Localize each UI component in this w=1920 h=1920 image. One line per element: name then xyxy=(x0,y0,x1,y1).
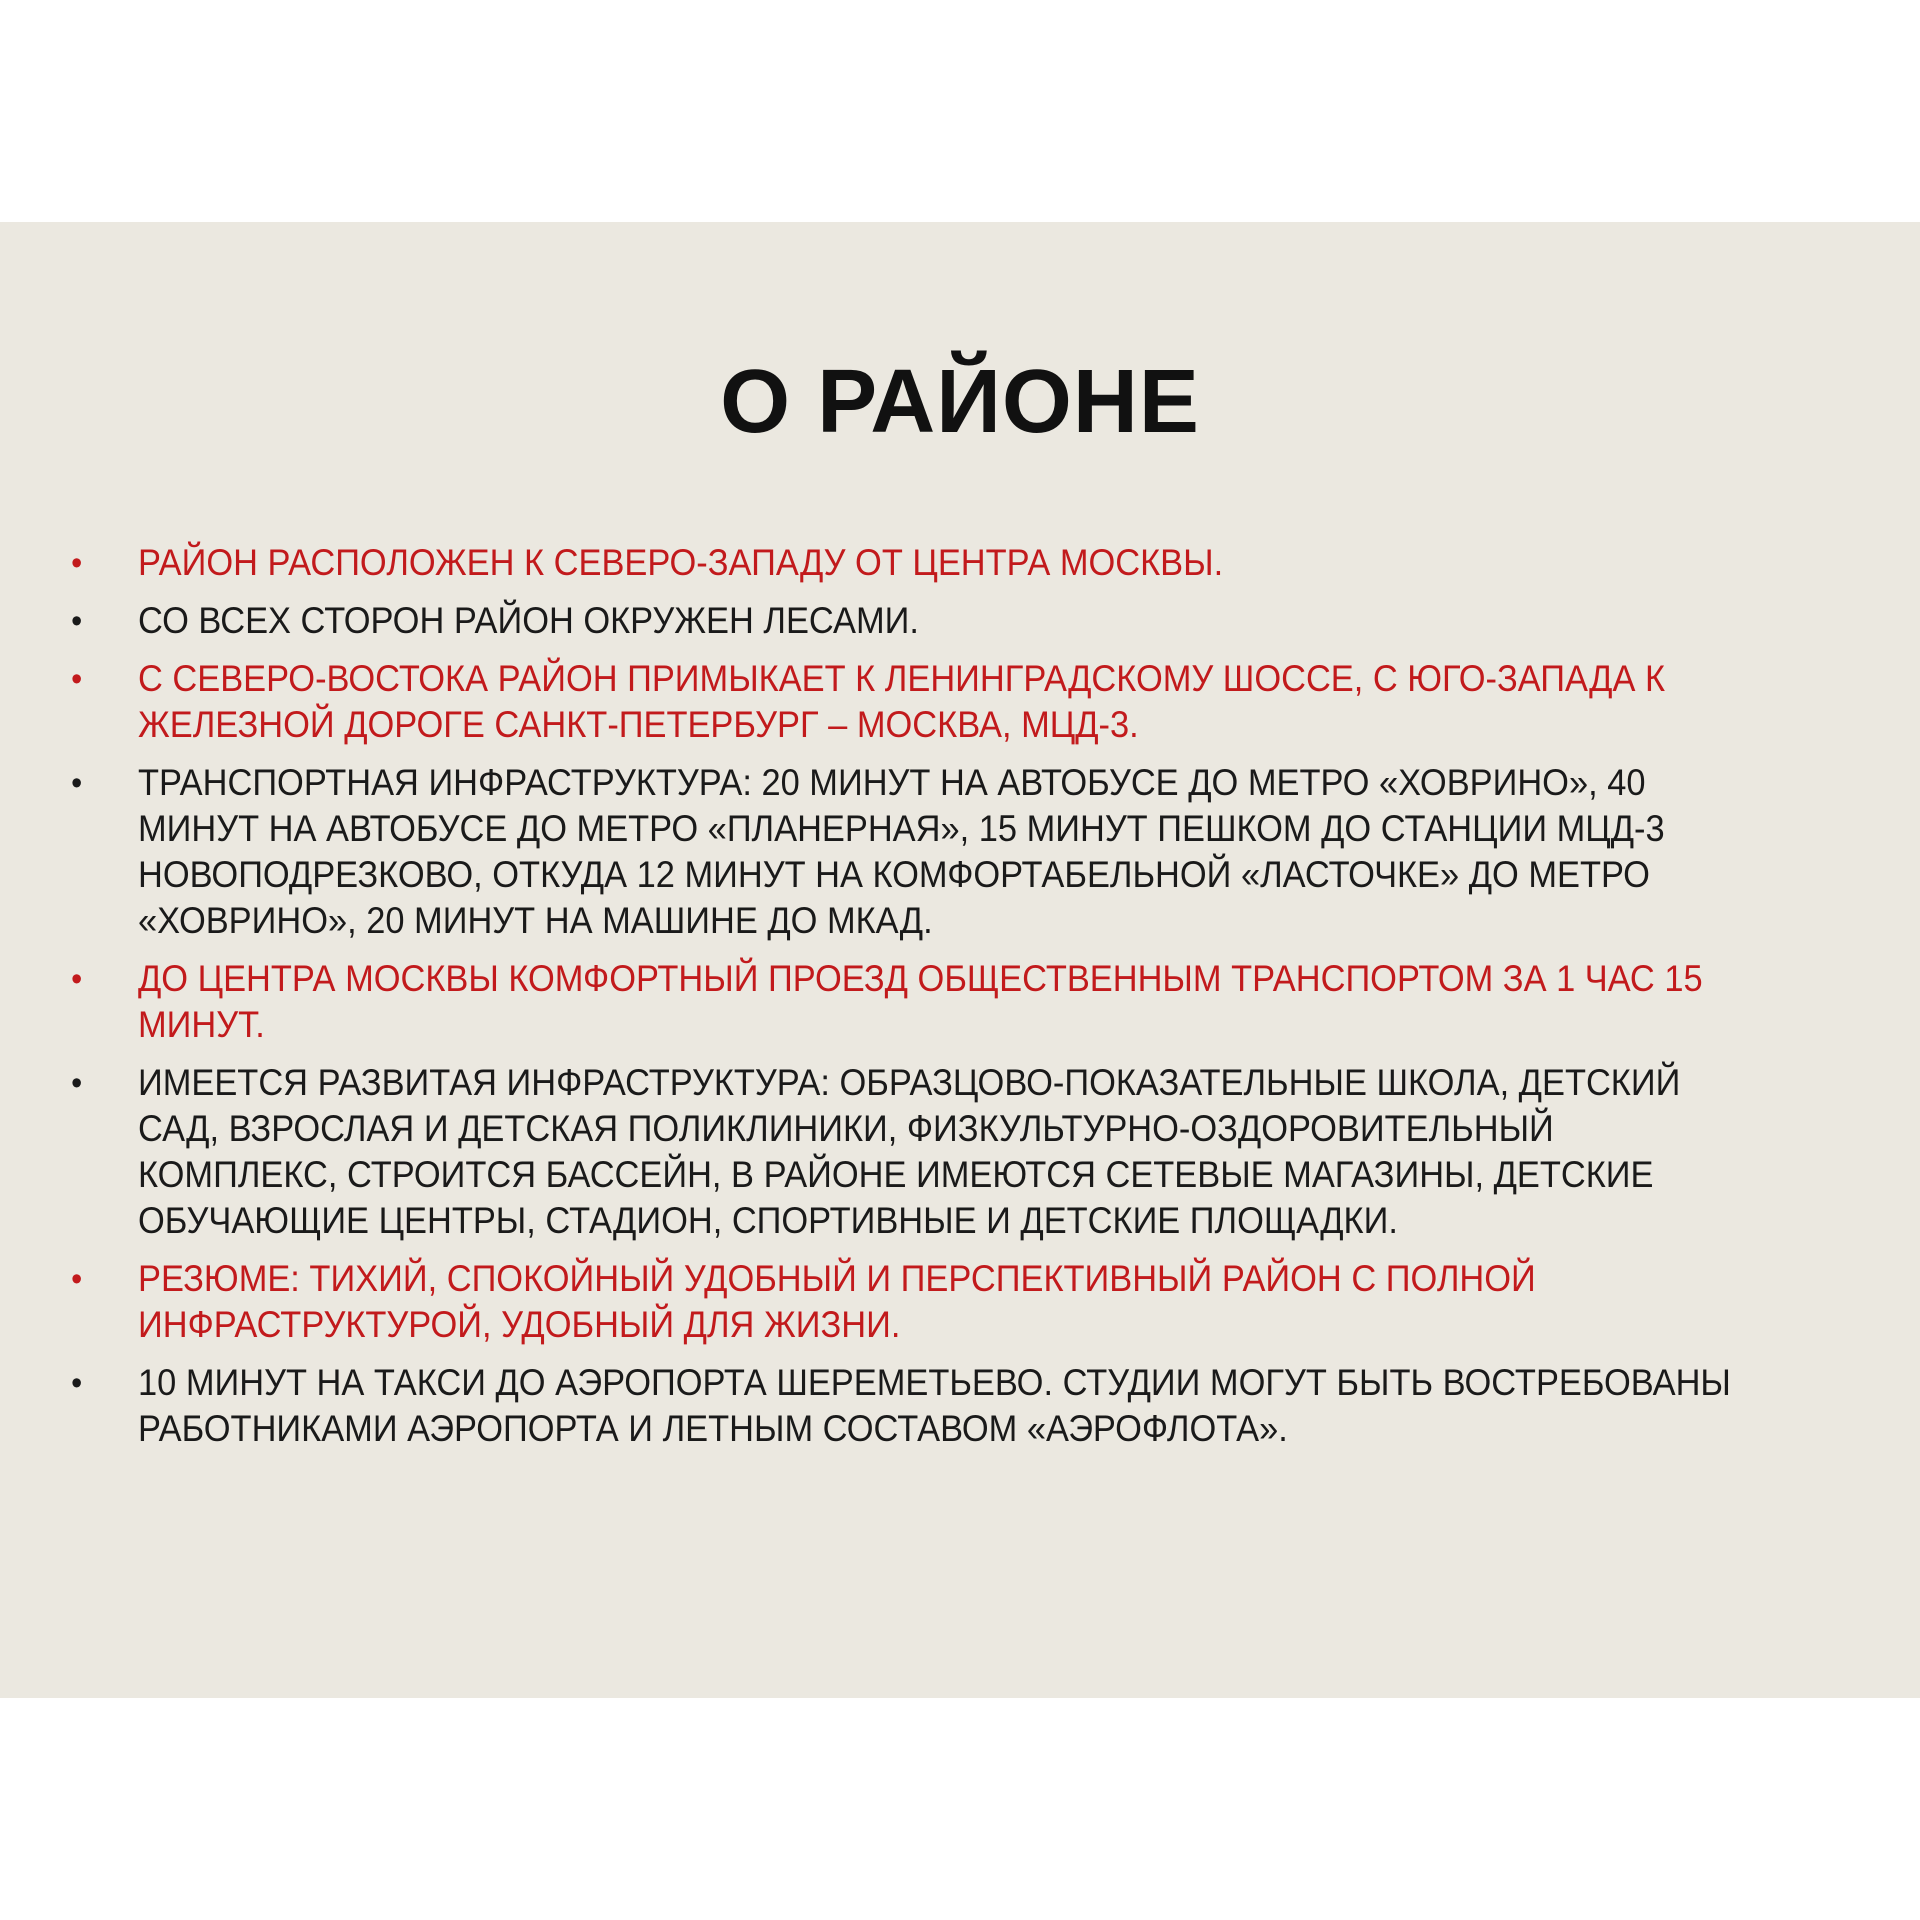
bullet-text: ИМЕЕТСЯ РАЗВИТАЯ ИНФРАСТРУКТУРА: ОБРАЗЦОВО-ПОКАЗАТЕЛЬНЫЕ ШКОЛА, ДЕТСКИЙ САД, ВЗРОСЛАЯ И ДЕТСКАЯ ПОЛИКЛИНИКИ, ФИЗКУЛЬТУРНО-ОЗДОРОВИТЕЛЬНЫЙ КОМПЛЕКС, СТРОИТСЯ БАССЕЙН, В РАЙОНЕ ИМЕЮТСЯ СЕТЕВЫЕ МАГАЗИНЫ, ДЕТСКИЕ ОБУЧАЮЩИЕ ЦЕНТРЫ, СТАДИОН, СПОРТИВНЫЕ И ДЕТСКИЕ ПЛОЩАДКИ. xyxy=(138,1062,1681,1241)
bullet-item xyxy=(10,1060,1796,1244)
bullet-item xyxy=(10,540,1796,586)
bullet-list xyxy=(0,540,1920,1464)
bullet-text: С СЕВЕРО-ВОСТОКА РАЙОН ПРИМЫКАЕТ К ЛЕНИНГРАДСКОМУ ШОССЕ, С ЮГО-ЗАПАДА К ЖЕЛЕЗНОЙ ДОРОГЕ САНКТ-ПЕТЕРБУРГ – МОСКВА, МЦД-3. xyxy=(138,658,1666,745)
bullet-text: СО ВСЕХ СТОРОН РАЙОН ОКРУЖЕН ЛЕСАМИ. xyxy=(138,600,919,641)
bullet-icon: • xyxy=(71,602,83,640)
bullet-text: РАЙОН РАСПОЛОЖЕН К СЕВЕРО-ЗАПАДУ ОТ ЦЕНТРА МОСКВЫ. xyxy=(138,542,1224,583)
bullet-icon: • xyxy=(71,660,83,698)
bullet-item xyxy=(10,760,1796,944)
bullet-text: ТРАНСПОРТНАЯ ИНФРАСТРУКТУРА: 20 МИНУТ НА АВТОБУСЕ ДО МЕТРО «ХОВРИНО», 40 МИНУТ НА АВТОБУСЕ ДО МЕТРО «ПЛАНЕРНАЯ», 15 МИНУТ ПЕШКОМ ДО СТАНЦИИ МЦД-3 НОВОПОДРЕЗКОВО, ОТКУДА 12 МИНУТ НА КОМФОРТАБЕЛЬНОЙ «ЛАСТОЧКЕ» ДО МЕТРО «ХОВРИНО», 20 МИНУТ НА МАШИНЕ ДО МКАД. xyxy=(138,762,1665,941)
bullet-icon: • xyxy=(71,1064,83,1102)
bullet-icon: • xyxy=(71,1364,83,1402)
bullet-item xyxy=(10,598,1796,644)
bullet-item xyxy=(10,1360,1796,1452)
bullet-icon: • xyxy=(71,1260,83,1298)
bullet-item xyxy=(10,1256,1796,1348)
bullet-text: ДО ЦЕНТРА МОСКВЫ КОМФОРТНЫЙ ПРОЕЗД ОБЩЕСТВЕННЫМ ТРАНСПОРТОМ ЗА 1 ЧАС 15 МИНУТ. xyxy=(138,958,1703,1045)
slide-title: О РАЙОНЕ xyxy=(720,352,1200,452)
slide xyxy=(0,222,1920,1698)
bullet-icon: • xyxy=(71,764,83,802)
bullet-text: РЕЗЮМЕ: ТИХИЙ, СПОКОЙНЫЙ УДОБНЫЙ И ПЕРСПЕКТИВНЫЙ РАЙОН С ПОЛНОЙ ИНФРАСТРУКТУРОЙ, УДОБНЫЙ ДЛЯ ЖИЗНИ. xyxy=(138,1258,1536,1345)
bullet-item xyxy=(10,656,1796,748)
bullet-item xyxy=(10,956,1796,1048)
bullet-icon: • xyxy=(71,544,83,582)
bullet-text: 10 МИНУТ НА ТАКСИ ДО АЭРОПОРТА ШЕРЕМЕТЬЕВО. СТУДИИ МОГУТ БЫТЬ ВОСТРЕБОВАНЫ РАБОТНИКАМИ АЭРОПОРТА И ЛЕТНЫМ СОСТАВОМ «АЭРОФЛОТА». xyxy=(138,1362,1731,1449)
bullet-icon: • xyxy=(71,960,83,998)
